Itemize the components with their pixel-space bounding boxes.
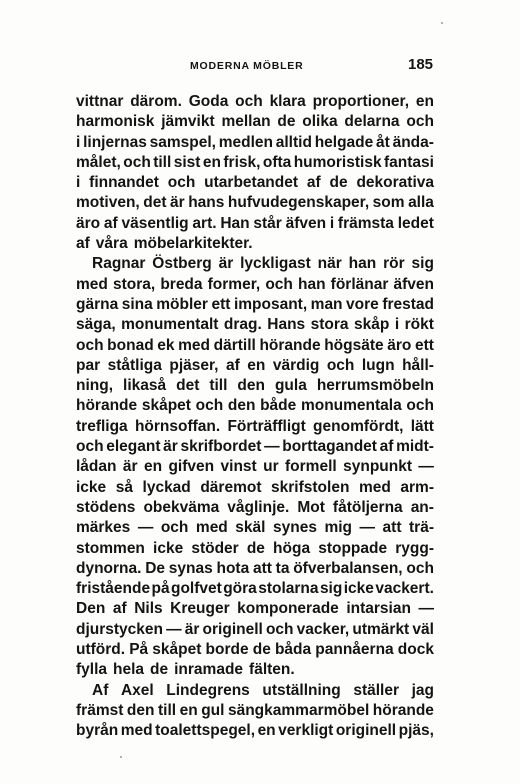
word: pjäser, [169, 356, 219, 374]
text-line [76, 396, 434, 416]
word: utställning [262, 681, 341, 699]
word: förlänar [330, 275, 389, 293]
text-line [76, 193, 434, 213]
word: Östberg [152, 255, 212, 273]
running-head [0, 56, 520, 76]
word: de [252, 641, 271, 659]
word: hufvudegenskaper, [227, 194, 370, 212]
word: arm- [400, 478, 434, 496]
word: medlen [218, 133, 273, 151]
word: vittnar [76, 93, 124, 110]
word: de [150, 661, 169, 679]
word: en [202, 153, 221, 171]
paper-speck [120, 756, 122, 758]
word: vackert. [375, 580, 434, 598]
word: stödens [76, 498, 136, 516]
word: på [151, 580, 170, 598]
word: väsentlig [121, 214, 189, 232]
word: lugn [361, 356, 395, 374]
word: fåtöljerna [332, 498, 403, 516]
word: stolarna [258, 580, 319, 598]
word: en [415, 93, 434, 110]
text-line [76, 478, 434, 498]
word: synas [168, 559, 213, 577]
word: sist [173, 153, 201, 171]
word: verkligt [278, 722, 334, 740]
text-line [76, 559, 434, 579]
word: fantasi [384, 153, 434, 171]
word: värdig [272, 356, 320, 374]
word: gifven [168, 458, 215, 476]
word: både [260, 397, 297, 415]
word: sig [319, 580, 343, 598]
word: harmonisk [76, 113, 155, 131]
word: båda [274, 641, 312, 659]
word: med [195, 519, 228, 537]
word: så [115, 478, 133, 496]
word: toalettspegel, [155, 722, 256, 740]
word: ofta [262, 153, 292, 171]
word: lätt [410, 417, 434, 435]
word: alla [408, 194, 434, 212]
word: af [112, 600, 127, 618]
word: till [153, 153, 172, 171]
word: de [329, 174, 348, 192]
word: i [394, 316, 400, 334]
word: och [167, 174, 196, 192]
word: äfven [285, 214, 327, 232]
word: står [253, 214, 282, 232]
word: göra [223, 580, 257, 598]
text-line [76, 92, 434, 112]
page-number: 185 [408, 56, 434, 73]
word: elegant [106, 438, 161, 456]
word: de [277, 113, 296, 131]
word: Hans [267, 316, 306, 334]
word: hörande [259, 336, 321, 354]
word: icke [153, 539, 184, 557]
text-line [76, 376, 434, 396]
word: synes [272, 519, 317, 537]
word: märkes [76, 519, 131, 537]
word: stöder [191, 539, 239, 557]
word: stommen [76, 539, 145, 557]
word: våglinje. [227, 498, 290, 516]
word: lyckad [142, 478, 191, 496]
word: han [348, 255, 377, 273]
word: af [103, 214, 118, 232]
text-line [76, 701, 434, 721]
word: gärna [76, 295, 119, 313]
word: drag. [223, 316, 262, 334]
word: och [235, 93, 263, 110]
paper-speck [441, 22, 443, 24]
word: rökt [404, 316, 434, 334]
word: våra [95, 235, 128, 253]
word: och [265, 275, 293, 293]
word: skåpet [141, 397, 191, 415]
word: målet, [76, 153, 121, 171]
word: höga [273, 539, 311, 557]
text-line [76, 539, 434, 559]
word: skrifbordet [180, 438, 262, 456]
word: sina [121, 295, 153, 313]
word: art. [192, 214, 217, 232]
word: jag [411, 681, 434, 699]
text-line [76, 599, 434, 619]
word: främst [76, 701, 124, 719]
word: formell [285, 458, 337, 476]
word: stora [310, 316, 349, 334]
word: Af [92, 681, 109, 699]
word: linjernas [83, 133, 147, 151]
word: delarna [344, 113, 400, 131]
word: ur [263, 458, 279, 476]
text-line [76, 336, 434, 356]
word: humoristisk [293, 153, 382, 171]
word: äfven [393, 275, 434, 293]
word: ett [414, 336, 434, 354]
word: herrumsmöbeln [316, 377, 434, 395]
word: olika [302, 113, 338, 131]
word: utförd. [76, 641, 126, 659]
word: den [237, 377, 265, 395]
word: en [143, 458, 163, 476]
word: med [358, 478, 391, 496]
word: ledet [397, 214, 434, 232]
word: hörande [76, 397, 138, 415]
text-line [76, 721, 434, 741]
word: pjäs, [398, 722, 434, 740]
word: att [252, 559, 272, 577]
word: monumentalt [121, 316, 219, 334]
word: de [246, 539, 265, 557]
word: Förträffligt [227, 417, 306, 435]
text-line [76, 498, 434, 518]
word: ett [211, 295, 231, 313]
text-line [76, 518, 434, 538]
text-line [76, 681, 434, 701]
word: bonad [107, 336, 154, 354]
word: pannåerna [315, 641, 394, 659]
text-line [76, 112, 434, 132]
word: ek [157, 336, 175, 354]
word: främsta [337, 214, 394, 232]
word: borde [205, 641, 249, 659]
word: Nils [134, 600, 163, 618]
word: proportioner, [312, 93, 410, 110]
word: sig [411, 255, 434, 273]
word: och [406, 113, 434, 131]
word: sängkammarmöbel [227, 701, 370, 719]
word: håll- [402, 356, 434, 374]
word: byrån [76, 722, 119, 740]
word: och [160, 519, 189, 537]
word: med [76, 275, 108, 293]
word: med [178, 336, 211, 354]
word: Kreuger [170, 600, 230, 618]
word: den [126, 701, 155, 719]
text-line [76, 254, 434, 274]
word: ta [275, 559, 290, 577]
word: Han [220, 214, 250, 232]
word: det [143, 194, 167, 212]
word: originell [335, 722, 397, 740]
word: i [76, 133, 81, 151]
word: äro [76, 214, 101, 232]
text-line [76, 356, 434, 376]
word: äro [387, 336, 412, 354]
word: originell [202, 620, 263, 638]
word: en [179, 701, 198, 719]
word: och [265, 620, 294, 638]
text-line [76, 660, 434, 680]
word: Axel [120, 681, 154, 699]
text-line [76, 153, 434, 173]
word: jämvikt [161, 113, 215, 131]
word: stora, [112, 275, 156, 293]
text-line [76, 214, 434, 234]
word: ställer [353, 681, 399, 699]
word: gula [274, 377, 307, 395]
word: han [297, 275, 326, 293]
word: gul [201, 701, 225, 719]
body-text [76, 92, 434, 742]
word: hota [216, 559, 250, 577]
word: an- [410, 498, 434, 516]
word: ståtliga [107, 356, 162, 374]
word: midt- [396, 438, 434, 456]
word: dynorna. [76, 559, 142, 577]
word: och [76, 336, 104, 354]
word: mig [324, 519, 353, 537]
word: utarbetandet [204, 174, 299, 192]
text-line [76, 640, 434, 660]
word: väl [412, 620, 434, 638]
word: och [326, 356, 355, 374]
word: — [264, 438, 280, 456]
word: vore [346, 295, 379, 313]
word: lådan [76, 458, 117, 476]
word: skäl [235, 519, 266, 537]
text-line [76, 133, 434, 153]
word: genomfördt, [313, 417, 404, 435]
word: lyckligast [240, 255, 311, 273]
word: och [406, 559, 434, 577]
word: På [129, 641, 149, 659]
word: ning, [76, 377, 114, 395]
word: och [76, 438, 104, 456]
word: trefliga [76, 417, 128, 435]
word: Goda [188, 93, 229, 110]
word: i [76, 174, 81, 192]
text-line [76, 173, 434, 193]
word: skåp [354, 316, 390, 334]
word: inramade [174, 661, 244, 679]
word: vinst [220, 458, 257, 476]
word: likaså [123, 377, 167, 395]
word: mellan [221, 113, 271, 131]
word: åt [376, 133, 390, 151]
word: är [122, 458, 138, 476]
word: är [184, 620, 200, 638]
word: monumentala [300, 397, 402, 415]
word: motiven, [76, 194, 140, 212]
word: som [372, 194, 405, 212]
word: borttagandet [282, 438, 377, 456]
word: att [382, 519, 402, 537]
word: trä- [409, 519, 434, 537]
text-line [76, 295, 434, 315]
word: är [170, 194, 185, 212]
word: till [157, 701, 177, 719]
word: klara [269, 93, 306, 110]
word: däremot [200, 478, 262, 496]
word: af [379, 438, 394, 456]
word: icke [76, 478, 107, 496]
word: och [406, 397, 434, 415]
word: komponerade [237, 600, 339, 618]
word: De [145, 559, 166, 577]
word: obekväma [143, 498, 220, 516]
word: skrifstolen [271, 478, 350, 496]
word: en [247, 356, 266, 374]
word: dock [397, 641, 434, 659]
word: dekorativa [356, 174, 434, 192]
word: hans [188, 194, 225, 212]
running-head-title: MODERNA MÖBLER [190, 60, 304, 72]
word: och [123, 153, 151, 171]
word: och [195, 397, 224, 415]
word: öfverbalansen, [293, 559, 403, 577]
word: frestad [382, 295, 434, 313]
word: — [418, 600, 434, 618]
word: imposant, [233, 295, 308, 313]
word: till [209, 377, 228, 395]
word: helgade [314, 133, 374, 151]
word: djurstycken [76, 620, 164, 638]
text-line [76, 234, 434, 254]
word: när [317, 255, 342, 273]
text-line [76, 275, 434, 295]
word: är [218, 255, 234, 273]
word: fylla [76, 661, 108, 679]
word: af [76, 235, 90, 253]
text-line [76, 457, 434, 477]
word: är [163, 438, 178, 456]
word: intarsian [346, 600, 411, 618]
word: därtill [213, 336, 256, 354]
word: — [137, 519, 154, 537]
word: hörande [372, 701, 434, 719]
text-line [76, 417, 434, 437]
text-line [76, 579, 434, 599]
word: former, [207, 275, 261, 293]
word: skåpet [152, 641, 202, 659]
word: synpunkt [343, 458, 413, 476]
word: högsäte [324, 336, 384, 354]
word: alltid [275, 133, 312, 151]
word: hörnsoffan. [134, 417, 221, 435]
word: finnandet [89, 174, 159, 192]
word: rygg- [395, 539, 434, 557]
word: den [227, 397, 256, 415]
word: Den [76, 600, 106, 618]
word: Lindegrens [166, 681, 250, 699]
word: möbler [156, 295, 208, 313]
word: fristående [76, 580, 151, 598]
word: af [225, 356, 240, 374]
word: det [176, 377, 200, 395]
word: par [76, 356, 101, 374]
word: man [310, 295, 343, 313]
word: med [120, 722, 153, 740]
word: frisk, [223, 153, 261, 171]
word: vacker, [296, 620, 350, 638]
word: fälten. [249, 661, 295, 679]
word: Mot [297, 498, 325, 516]
word: af [306, 174, 321, 192]
word: därom. [130, 93, 182, 110]
word: — [418, 458, 434, 476]
word: — [359, 519, 376, 537]
word: utmärkt [352, 620, 410, 638]
text-line [76, 620, 434, 640]
word: i [329, 214, 335, 232]
word: rör [383, 255, 405, 273]
word: Ragnar [92, 255, 146, 273]
word: icke [343, 580, 374, 598]
word: en [257, 722, 276, 740]
word: samspel, [149, 133, 216, 151]
text-line [76, 315, 434, 335]
word: stoppade [318, 539, 388, 557]
word: — [166, 620, 182, 638]
word: breda [160, 275, 203, 293]
word: hela [113, 661, 145, 679]
text-line [76, 437, 434, 457]
word: ända- [392, 133, 434, 151]
word: säga, [76, 316, 116, 334]
word: möbelarkitekter. [133, 235, 253, 253]
word: golfvet [171, 580, 222, 598]
